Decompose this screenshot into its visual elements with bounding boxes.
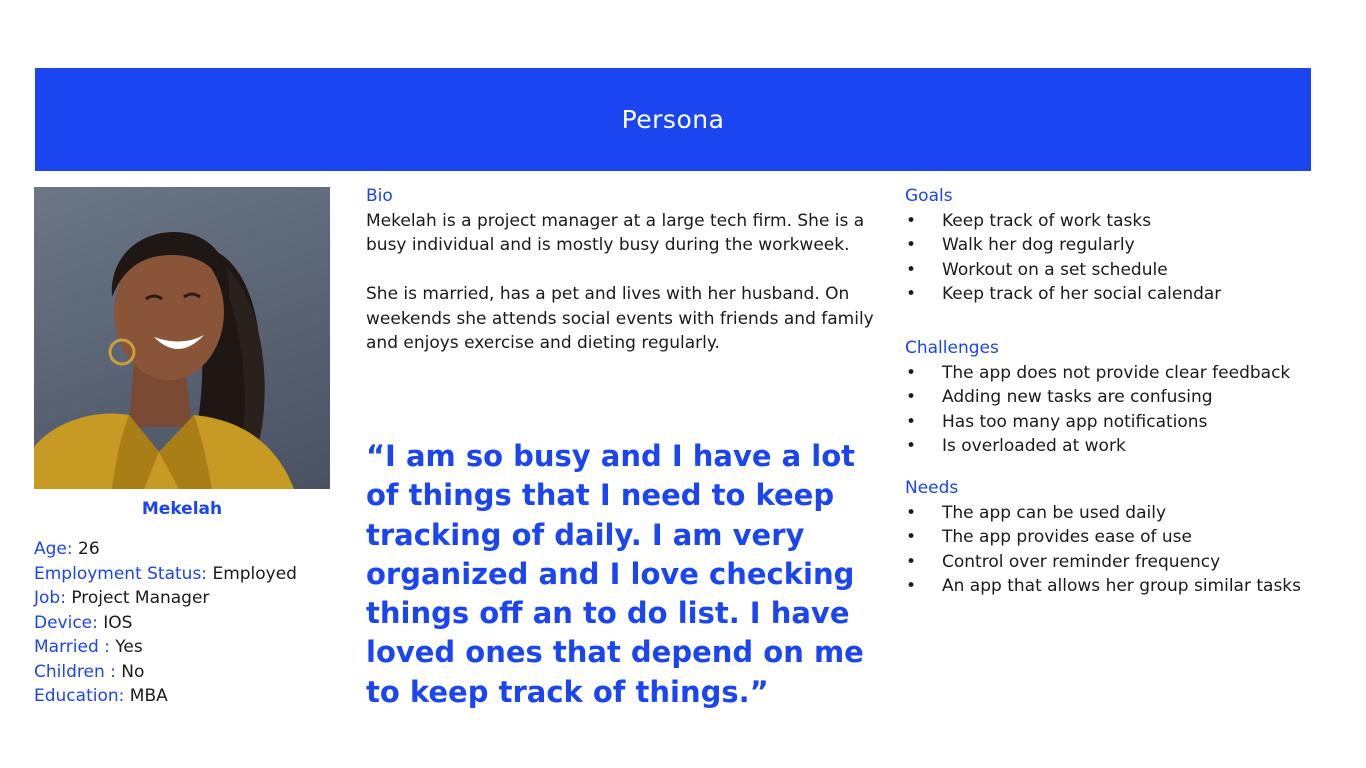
list-item: • The app can be used daily xyxy=(905,501,1301,526)
bio-paragraph: Mekelah is a project manager at a large tech firm. She is a busy individual and is mostly busy during the workweek. xyxy=(366,210,865,255)
persona-photo xyxy=(34,187,330,489)
needs-title: Needs xyxy=(905,478,959,498)
list-item: • Is overloaded at work xyxy=(905,434,1290,459)
attr-age xyxy=(34,537,344,562)
attr-children xyxy=(34,660,344,685)
attr-value: 26 xyxy=(72,539,100,559)
persona-banner xyxy=(35,68,1311,171)
attr-key: Employment Status: xyxy=(34,563,208,584)
bio-title: Bio xyxy=(366,186,393,206)
goals-title: Goals xyxy=(905,186,953,206)
attr-value: Yes xyxy=(109,637,143,657)
attr-job xyxy=(34,586,344,611)
persona-attributes xyxy=(34,537,344,709)
list-item: • Walk her dog regularly xyxy=(905,233,1221,258)
attr-education xyxy=(34,684,344,709)
list-item: • Keep track of her social calendar xyxy=(905,282,1221,307)
bio-paragraph: She is married, has a pet and lives with her husband. On weekends she attends social events with friends and family and enjoys exercise and dieting regularly. xyxy=(366,284,874,353)
attr-value: No xyxy=(115,661,145,682)
attr-key: Education: xyxy=(34,686,125,706)
attr-device xyxy=(34,611,344,636)
goals-section xyxy=(905,184,1221,307)
list-item: • The app does not provide clear feedback xyxy=(905,361,1290,386)
page-title: Persona xyxy=(621,105,725,134)
persona-name: Mekelah xyxy=(141,499,223,519)
goals-list xyxy=(905,209,1221,307)
attr-key: Children : xyxy=(34,661,116,682)
needs-section xyxy=(905,476,1301,599)
list-item: • Adding new tasks are confusing xyxy=(905,385,1290,410)
challenges-title: Challenges xyxy=(905,338,999,358)
attr-value: MBA xyxy=(124,686,168,706)
persona-quote: “I am so busy and I have a lot of things that I need to keep tracking of daily. I am very organized and I love checking things off an to do list. I have loved ones that depend on me to keep track of things.” xyxy=(366,439,864,709)
attr-employment xyxy=(34,562,344,587)
attr-key: Married : xyxy=(34,637,110,657)
needs-list xyxy=(905,501,1301,599)
attr-key: Device: xyxy=(34,612,98,633)
challenges-section xyxy=(905,336,1290,459)
attr-key: Age: xyxy=(34,539,73,559)
attr-value: Project Manager xyxy=(65,588,210,608)
list-item: • The app provides ease of use xyxy=(905,525,1301,550)
challenges-list xyxy=(905,361,1290,459)
list-item: • An app that allows her group similar tasks xyxy=(905,574,1301,599)
list-item: • Control over reminder frequency xyxy=(905,550,1301,575)
list-item: • Has too many app notifications xyxy=(905,410,1290,435)
bio-section xyxy=(366,184,891,356)
attr-married xyxy=(34,635,344,660)
attr-value: IOS xyxy=(97,612,133,633)
attr-key: Job: xyxy=(34,588,66,608)
list-item: • Workout on a set schedule xyxy=(905,258,1221,283)
list-item: • Keep track of work tasks xyxy=(905,209,1221,234)
attr-value: Employed xyxy=(207,563,297,584)
